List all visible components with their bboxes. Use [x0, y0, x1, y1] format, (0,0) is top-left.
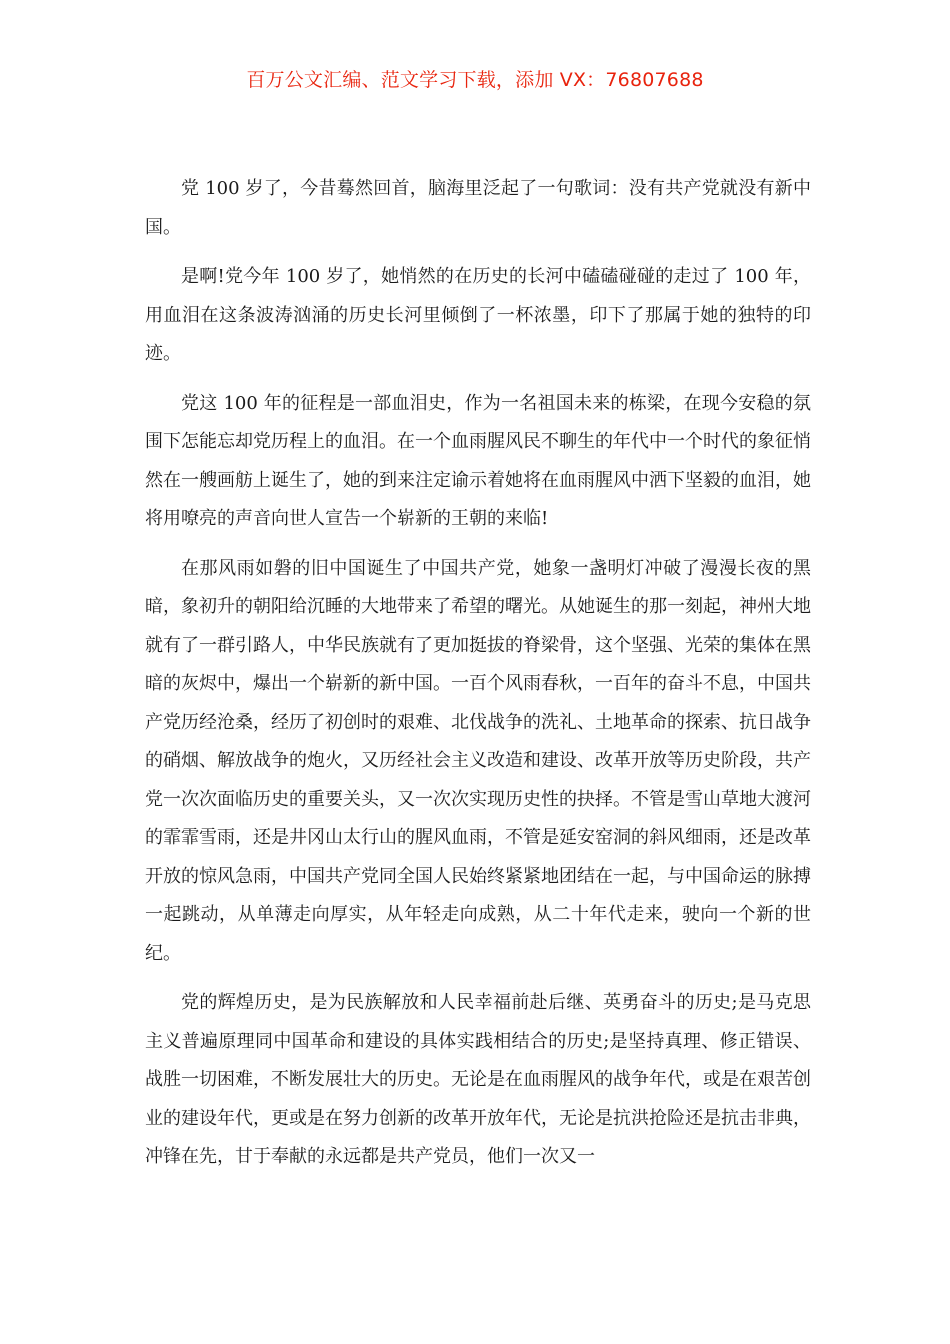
- paragraph-2: 是啊!党今年 100 岁了，她悄然的在历史的长河中磕磕碰碰的走过了 100 年，用血泪在这条波涛汹涌的历史长河里倾倒了一杯浓墨，印下了那属于她的独特的印迹。: [145, 266, 811, 364]
- header-watermark-title: 百万公文汇编、范文学习下载，添加 VX：76807688: [246, 69, 704, 91]
- document-body: [145, 170, 811, 1188]
- paragraph-4: 在那风雨如磐的旧中国诞生了中国共产党，她象一盏明灯冲破了漫漫长夜的黑暗，象初升的朝阳给沉睡的大地带来了希望的曙光。从她诞生的那一刻起，神州大地就有了一群引路人，中华民族就有了更加挺拔的脊梁骨，这个坚强、光荣的集体在黑暗的灰烬中，爆出一个崭新的新中国。一百个风雨春秋，一百年的奋斗不息，中国共产党历经沧桑，经历了初创时的艰难、北伐战争的洗礼、土地革命的探索、抗日战争的硝烟、解放战争的炮火，又历经社会主义改造和建设、改革开放等历史阶段，共产党一次次面临历史的重要关头，又一次次实现历史性的抉择。不管是雪山草地大渡河的霏霏雪雨，还是井冈山太行山的腥风血雨，不管是延安窑洞的斜风细雨，还是改革开放的惊风急雨，中国共产党同全国人民始终紧紧地团结在一起，与中国命运的脉搏一起跳动，从单薄走向厚实，从年轻走向成熟，从二十年代走来，驶向一个新的世纪。: [145, 557, 811, 964]
- paragraph-1: 党 100 岁了，今昔蓦然回首，脑海里泛起了一句歌词：没有共产党就没有新中国。: [145, 178, 811, 238]
- paragraph-3: 党这 100 年的征程是一部血泪史，作为一名祖国未来的栋梁，在现今安稳的氛围下怎能忘却党历程上的血泪。在一个血雨腥风民不聊生的年代中一个时代的象征悄然在一艘画舫上诞生了，她的到来注定谕示着她将在血雨腥风中洒下坚毅的血泪，她将用嘹亮的声音向世人宣告一个崭新的王朝的来临!: [145, 392, 811, 529]
- paragraph-5: 党的辉煌历史，是为民族解放和人民幸福前赴后继、英勇奋斗的历史;是马克思主义普遍原理同中国革命和建设的具体实践相结合的历史;是坚持真理、修正错误、战胜一切困难，不断发展壮大的历史。无论是在血雨腥风的战争年代，或是在艰苦创业的建设年代，更或是在努力创新的改革开放年代，无论是抗洪抢险还是抗击非典，冲锋在先，甘于奉献的永远都是共产党员，他们一次又一: [145, 992, 811, 1167]
